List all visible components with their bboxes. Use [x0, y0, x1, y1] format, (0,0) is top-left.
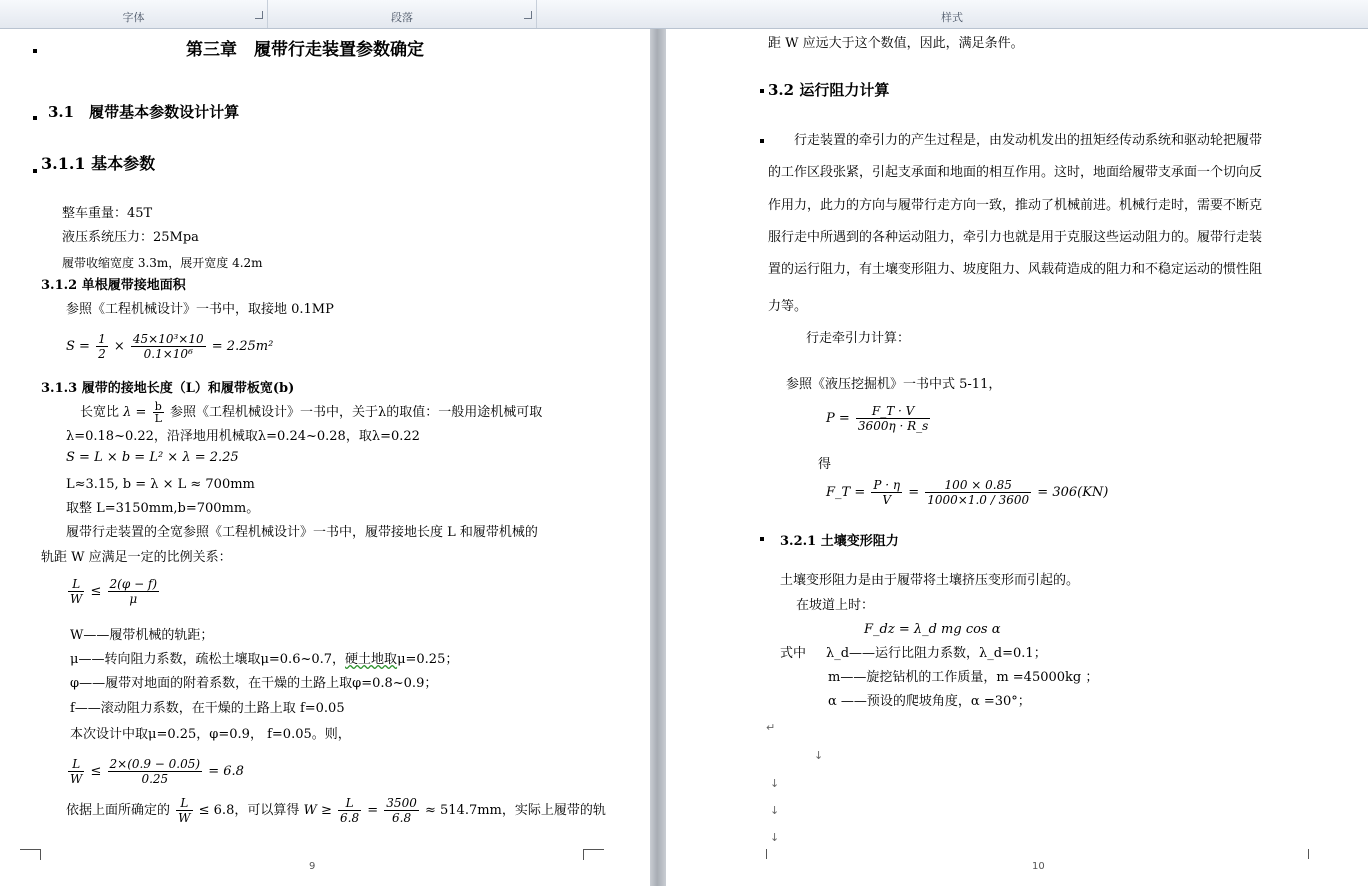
text-rounded-values: 取整 L=3150mm,b=700mm。	[66, 501, 260, 516]
eq-denominator: 2	[98, 347, 106, 361]
text-soil-deformation: 土壤变形阻力是由于履带将土壤挤压变形而引起的。	[780, 573, 1080, 588]
eq-numerator: 3500	[386, 796, 417, 810]
page-corner-mark	[766, 849, 768, 859]
text-L-value: L≈3.15, b = λ × L ≈ 700mm	[66, 477, 255, 492]
line-break-icon: ↓	[770, 804, 780, 817]
definition-lambda: λ_d——运行比阻力系数，λ_d=0.1；	[826, 646, 1047, 661]
eq-denominator: 6.8	[340, 811, 360, 825]
eq-numerator: L	[176, 796, 192, 811]
ribbon-group-paragraph[interactable]	[268, 0, 537, 28]
definition-f: f——滚动阻力系数，在干燥的土路上取 f=0.05	[70, 701, 345, 716]
text-reference-2: 参照《液压挖掘机》一书中式 5-11，	[786, 377, 1002, 392]
line-break-icon: ↓	[814, 749, 824, 762]
eq-denominator: W	[70, 592, 83, 606]
eq-numerator: F_T · V	[856, 404, 930, 419]
document-page-10[interactable]	[666, 29, 1368, 886]
eq-numerator: P · η	[873, 478, 901, 492]
text-fragment: 长宽比	[80, 405, 120, 420]
eq-fraction	[108, 757, 203, 786]
eq-denominator: L	[154, 412, 162, 425]
para-line: 作用力，此力的方向与履带行走方向一致，推动了机械前进。机械行走时，需要不断克	[768, 198, 1263, 213]
line-break-icon: ↓	[770, 831, 780, 844]
eq-fraction	[176, 796, 192, 825]
text-fragment: 依据上面所确定的	[66, 803, 171, 818]
eq-denominator: 1000×1.0 / 3600	[927, 493, 1030, 507]
eq-fraction	[131, 332, 206, 361]
eq-operator: =	[908, 485, 920, 500]
text-on-slope: 在坡道上时：	[796, 598, 875, 613]
ribbon-group-styles-label: 样式	[941, 11, 963, 24]
text-fragment: ≤ 6.8，可以算得	[198, 803, 300, 818]
eq-denominator: W	[70, 772, 83, 786]
eq-fraction	[68, 757, 84, 786]
definition-W: W——履带机械的轨距；	[70, 628, 214, 643]
paragraph-bullet	[760, 537, 764, 541]
eq-denominator: W	[178, 811, 191, 825]
eq-numerator: L	[68, 757, 84, 772]
text-where: 式中	[780, 646, 807, 661]
section-heading-3-1-1: 3.1.1 基本参数	[41, 154, 156, 173]
text-fragment: 参照《工程机械设计》一书中，关于λ的取值：一般用途机械可取	[170, 405, 543, 420]
eq-lhs: P =	[826, 411, 850, 426]
ribbon-group-styles[interactable]	[537, 0, 1367, 28]
eq-operator: ≤	[90, 764, 102, 779]
page-number: 9	[309, 861, 316, 872]
text-weight: 整车重量：45T	[62, 206, 153, 221]
ribbon-group-font-label: 字体	[122, 11, 145, 24]
paragraph-bullet	[760, 89, 764, 93]
text-fragment: μ——转向阻力系数，疏松土壤取μ=0.6~0.7，	[70, 652, 346, 667]
line-break-icon: ↓	[770, 777, 780, 790]
definition-mu	[70, 651, 458, 669]
text-track-width-para-cont: 轨距 W 应满足一定的比例关系：	[41, 550, 232, 565]
text-track-width-para: 履带行走装置的全宽参照《工程机械设计》一书中，履带接地长度 L 和履带机械的	[66, 525, 538, 540]
para-line: 置的运行阻力，有土壤变形阻力、坡度阻力、风载荷造成的阻力和不稳定运动的惯性阻	[768, 262, 1263, 277]
equation-area	[66, 330, 273, 364]
page-corner-mark	[1308, 849, 1310, 859]
eq-numerator: 100 × 0.85	[925, 478, 1031, 493]
document-page-9[interactable]	[0, 29, 650, 886]
eq-rhs: = 2.25m²	[211, 339, 274, 354]
para-line: 的工作区段张紧，引起支承面和地面的相互作用。这时，地面给履带支承面一个切向反	[768, 165, 1263, 180]
para-line: 服行走中所遇到的各种运动阻力，牵引力也就是用于克服这些运动阻力的。履带行走装	[768, 230, 1263, 245]
eq-rhs: = 6.8	[208, 764, 244, 779]
section-heading-3-1-2: 3.1.2 单根履带接地面积	[41, 278, 186, 293]
eq-operator: ×	[113, 339, 125, 354]
paragraph-bullet	[760, 139, 764, 143]
eq-denominator: μ	[129, 592, 138, 606]
eq-numerator: b	[153, 401, 164, 413]
text-track-width: 履带收缩宽度 3.3m，展开宽度 4.2m	[62, 256, 263, 270]
paragraph-mark-icon: ↵	[766, 721, 776, 734]
text-continuation: 距 W 应远大于这个数值，因此，满足条件。	[768, 36, 1024, 51]
eq-numerator: L	[68, 577, 84, 592]
paragraph-bullet	[33, 116, 37, 120]
text-pressure: 液压系统压力：25Mpa	[62, 230, 199, 245]
eq-fraction	[925, 478, 1031, 507]
text-de: 得	[818, 457, 832, 472]
eq-numerator: 2×(0.9 − 0.05)	[109, 757, 201, 771]
text-lambda-values: λ=0.18~0.22，沿泽地用机械取λ=0.24~0.28，取λ=0.22	[66, 429, 420, 444]
paragraph-bullet	[33, 169, 37, 173]
page-corner-mark	[583, 849, 604, 860]
page-corner-mark	[20, 849, 41, 860]
eq-fraction	[338, 796, 361, 825]
eq-fraction	[856, 404, 930, 433]
eq-lhs: S =	[66, 339, 90, 354]
equation-area-2: S = L × b = L² × λ = 2.25	[66, 450, 239, 465]
equation-L-over-W-result	[66, 754, 244, 790]
para-line: 力等。	[768, 299, 808, 314]
text-fragment: μ=0.25；	[397, 652, 459, 667]
eq-fraction	[68, 577, 84, 606]
eq-denominator: 0.25	[141, 772, 169, 786]
eq-numerator: 45×10³×10	[132, 332, 204, 346]
paragraph-bullet	[33, 49, 37, 53]
definition-alpha: α ——预设的爬坡角度，α =30°；	[828, 694, 1031, 709]
definition-mass: m——旋挖钻机的工作质量，m =45000kg ；	[828, 670, 1099, 685]
text-fragment: ≈ 514.7mm，实际上履带的轨	[424, 803, 606, 818]
text-aspect-ratio	[80, 399, 542, 427]
text-reference-1: 参照《工程机械设计》一书中，取接地 0.1MP	[66, 302, 334, 317]
dialog-launcher-icon[interactable]	[255, 11, 263, 19]
ribbon-group-labels	[0, 0, 1368, 29]
text-fragment: W ≥	[303, 803, 332, 818]
eq-operator: ≤	[90, 584, 102, 599]
ribbon-group-paragraph-label: 段落	[391, 11, 413, 24]
section-heading-3-2: 3.2 运行阻力计算	[768, 81, 890, 99]
eq-rhs: = 306(KN)	[1037, 485, 1109, 500]
eq-fraction	[108, 577, 160, 606]
section-heading-3-1-3: 3.1.3 履带的接地长度（L）和履带板宽(b)	[41, 381, 295, 396]
dialog-launcher-icon[interactable]	[524, 11, 532, 19]
eq-lhs: F_T =	[826, 485, 866, 500]
page-number: 10	[1032, 861, 1045, 872]
eq-numerator: 2(φ − f)	[109, 577, 158, 591]
eq-lambda: λ =	[123, 405, 147, 420]
eq-fraction	[871, 478, 902, 507]
definition-phi: φ——履带对地面的附着系数，在干燥的土路上取φ=0.8~0.9；	[70, 676, 438, 691]
eq-denominator: 6.8	[392, 811, 412, 825]
eq-denominator: V	[882, 493, 892, 507]
equation-L-over-W	[66, 574, 161, 610]
text-design-values: 本次设计中取μ=0.25，φ=0.9， f=0.05。则，	[70, 727, 351, 742]
eq-operator: =	[367, 803, 379, 818]
equation-Fdz: F_dz = λ_d mg cos α	[864, 622, 1001, 637]
eq-denominator: 0.1×10⁶	[143, 347, 193, 361]
grammar-underline[interactable]: 硬土地取	[345, 652, 398, 667]
equation-FT	[826, 475, 1108, 511]
text-final-result	[66, 793, 606, 829]
eq-numerator: 1	[98, 332, 106, 346]
eq-fraction	[384, 796, 419, 825]
para-line: 行走装置的牵引力的产生过程是，由发动机发出的扭矩经传动系统和驱动轮把履带	[768, 133, 1263, 148]
equation-P	[826, 401, 932, 437]
eq-fraction	[96, 332, 108, 361]
page-gutter	[650, 29, 666, 886]
ribbon-group-font[interactable]	[0, 0, 268, 28]
chapter-title: 第三章 履带行走装置参数确定	[186, 40, 424, 60]
eq-denominator: 3600η · R_s	[857, 419, 929, 433]
eq-numerator: L	[338, 796, 361, 811]
eq-fraction	[153, 401, 164, 424]
text-traction-calc: 行走牵引力计算：	[806, 331, 911, 346]
section-heading-3-1: 3.1 履带基本参数设计计算	[48, 103, 240, 121]
section-heading-3-2-1: 3.2.1 土壤变形阻力	[780, 534, 899, 549]
